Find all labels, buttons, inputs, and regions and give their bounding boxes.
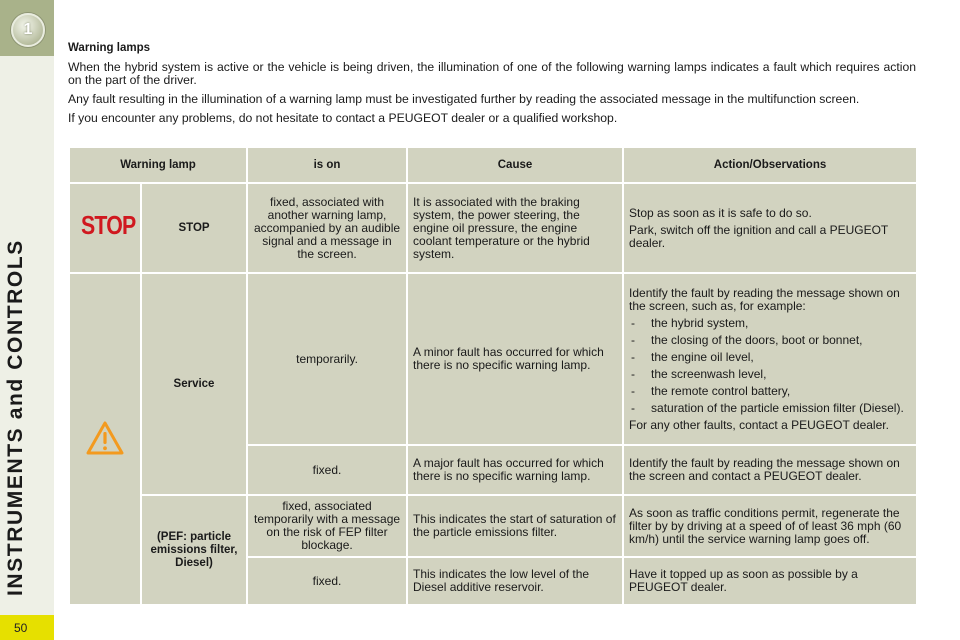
service-row2-action: Identify the fault by reading the message shown on the screen and contact a PEUGEOT dealer. [623, 445, 917, 495]
header-cause: Cause [407, 147, 623, 183]
header-is-on: is on [247, 147, 407, 183]
stop-action-line-1: Stop as soon as it is safe to do so. [629, 205, 812, 220]
table-row-pef-temporary [69, 495, 917, 557]
pef-row2-cause: This indicates the low level of the Diesel additive reservoir. [407, 557, 623, 605]
intro-paragraph-2: Any fault resulting in the illumination of a warning lamp must be investigated further by reading the associated message in the multifunction screen. [68, 92, 860, 106]
service-warning-triangle-icon [86, 421, 124, 455]
list-item: - the closing of the doors, boot or bonnet, [629, 334, 911, 347]
stop-lamp-name: STOP [141, 183, 247, 273]
service-fault-list [629, 317, 911, 415]
service-lamp-name: Service [141, 273, 247, 495]
table-row-service-temporary [69, 273, 917, 445]
chapter-number-badge: 1 [11, 13, 45, 47]
service-row1-action-outro: For any other faults, contact a PEUGEOT dealer. [629, 417, 889, 432]
stop-action-line-2: Park, switch off the ignition and call a PEUGEOT dealer. [629, 222, 889, 250]
warning-lamp-table [68, 146, 918, 606]
service-row1-action [623, 273, 917, 445]
pef-row1-is-on: fixed, associated temporarily with a message on the risk of FEP filter blockage. [247, 495, 407, 557]
list-item: - the remote control battery, [629, 385, 911, 398]
stop-warning-icon: STOP [80, 210, 136, 240]
header-action: Action/Observations [623, 147, 917, 183]
service-row1-action-intro: Identify the fault by reading the message shown on the screen, such as, for example: [629, 285, 900, 313]
section-heading: Warning lamps [68, 42, 150, 54]
pef-row1-action: As soon as traffic conditions permit, regenerate the filter by by driving at a speed of of least 36 mph (60 km/h) until the service warning lamp goes off. [623, 495, 917, 557]
service-row2-cause: A major fault has occurred for which there is no specific warning lamp. [407, 445, 623, 495]
intro-paragraph-1: When the hybrid system is active or the vehicle is being driven, the illumination of one of the following warning lamps indicates a fault which requires action on the part of the driver. [68, 60, 916, 87]
stop-icon-cell [69, 183, 141, 273]
list-item: - saturation of the particle emission filter (Diesel). [629, 402, 911, 415]
header-warning-lamp: Warning lamp [69, 147, 247, 183]
service-row1-is-on: temporarily. [247, 273, 407, 445]
stop-is-on: fixed, associated with another warning lamp, accompanied by an audible signal and a message in the screen. [247, 183, 407, 273]
stop-action [623, 183, 917, 273]
chapter-title: INSTRUMENTS and CONTROLS [4, 239, 27, 596]
list-item: - the hybrid system, [629, 317, 911, 330]
intro-section [68, 42, 916, 131]
page-number: 50 [0, 615, 54, 640]
service-row1-cause: A minor fault has occurred for which there is no specific warning lamp. [407, 273, 623, 445]
stop-cause: It is associated with the braking system, the power steering, the engine oil pressure, the engine coolant temperature or the hybrid system. [407, 183, 623, 273]
service-row2-is-on: fixed. [247, 445, 407, 495]
chapter-sidebar [0, 0, 54, 640]
table-header-row [69, 147, 917, 183]
pef-row1-cause: This indicates the start of saturation of the particle emissions filter. [407, 495, 623, 557]
service-icon-cell [69, 273, 141, 605]
list-item: - the engine oil level, [629, 351, 911, 364]
intro-paragraph-3: If you encounter any problems, do not hesitate to contact a PEUGEOT dealer or a qualified workshop. [68, 111, 618, 125]
table-row-stop [69, 183, 917, 273]
pef-row2-action: Have it topped up as soon as possible by a PEUGEOT dealer. [623, 557, 917, 605]
pef-row2-is-on: fixed. [247, 557, 407, 605]
list-item: - the screenwash level, [629, 368, 911, 381]
pef-lamp-name: (PEF: particle emissions filter, Diesel) [141, 495, 247, 605]
